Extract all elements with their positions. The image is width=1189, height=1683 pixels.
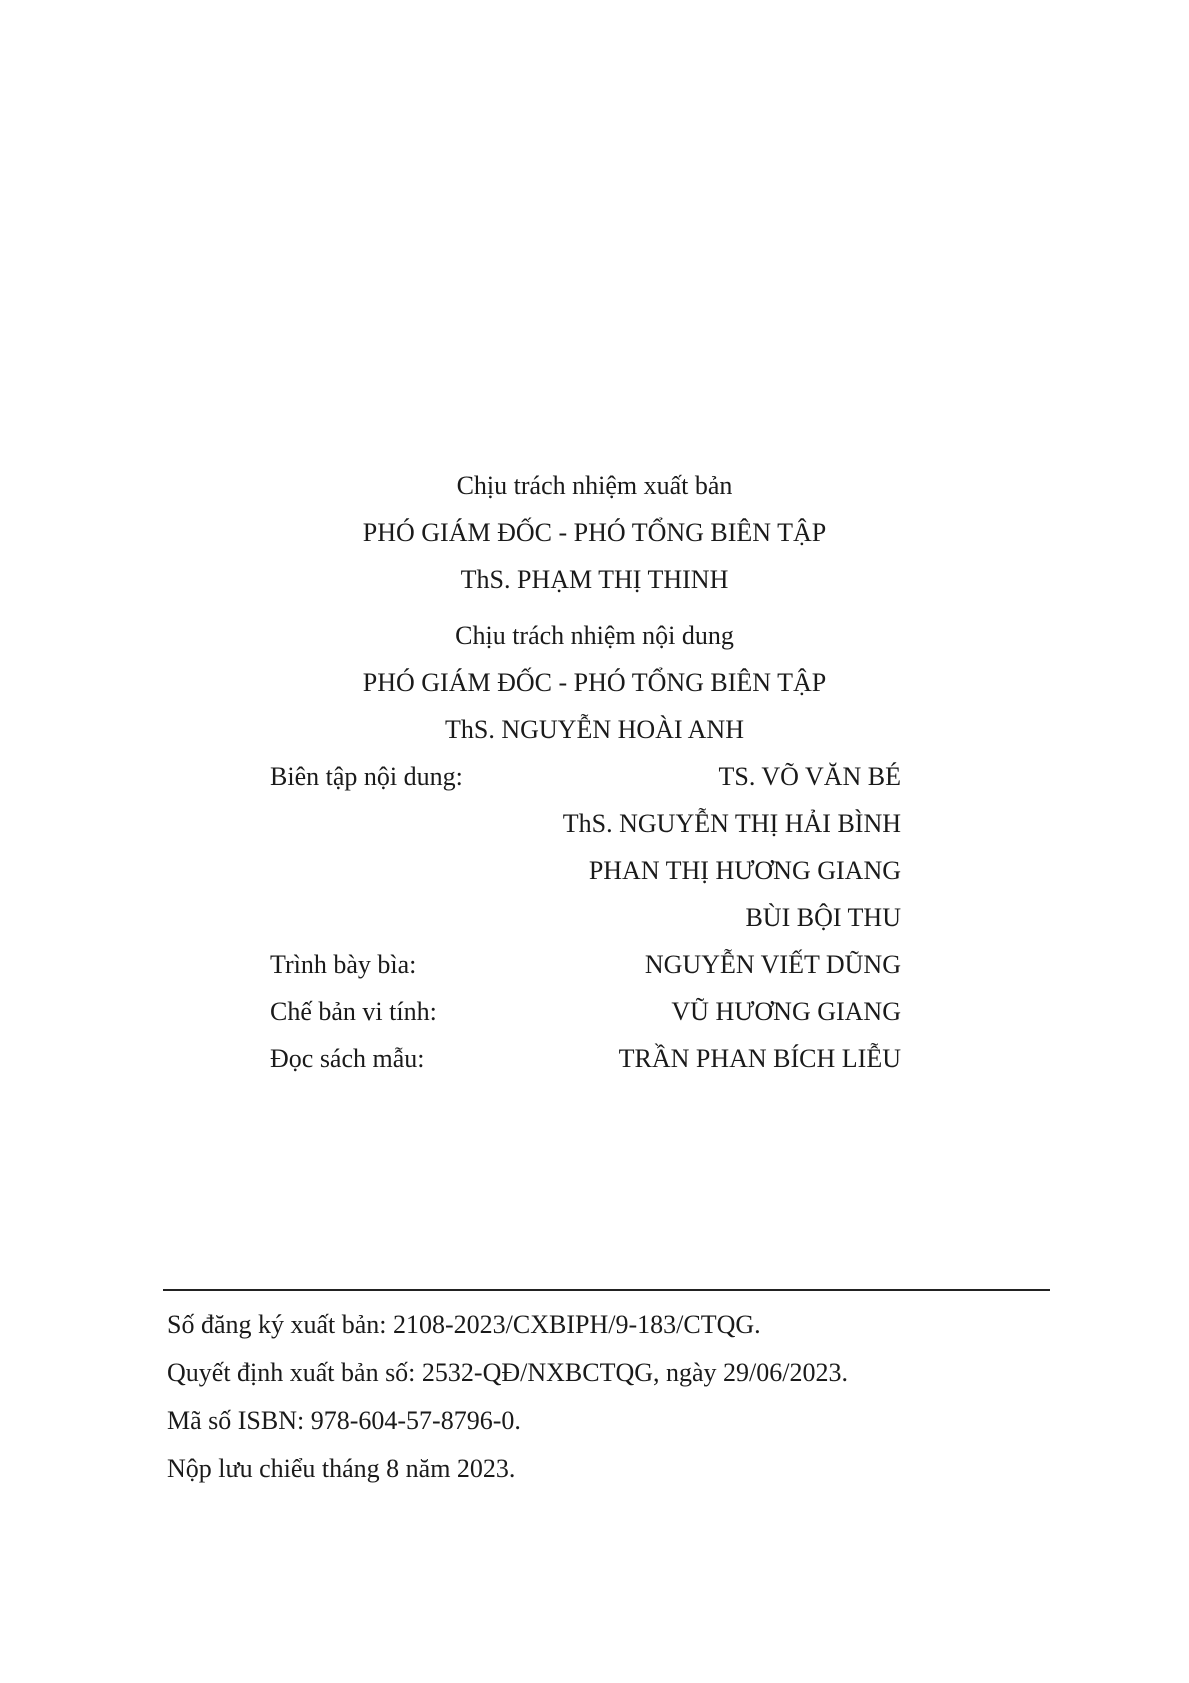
publishing-responsibility-name: ThS. PHẠM THỊ THINH (460, 565, 729, 594)
cover-design-label: Trình bày bìa: (270, 950, 417, 979)
editors-label: Biên tập nội dung: (270, 762, 463, 791)
content-responsibility-title: PHÓ GIÁM ĐỐC - PHÓ TỔNG BIÊN TẬP (362, 668, 827, 697)
publishing-decision: Quyết định xuất bản số: 2532-QĐ/NXBCTQG, ngày 29/06/2023. (167, 1358, 849, 1387)
registration-number: Số đăng ký xuất bản: 2108-2023/CXBIPH/9-183/CTQG. (167, 1310, 761, 1339)
typesetting-name: VŨ HƯƠNG GIANG (671, 997, 901, 1026)
isbn-code: Mã số ISBN: 978-604-57-8796-0. (167, 1406, 521, 1435)
proofreading-label: Đọc sách mẫu: (270, 1044, 425, 1073)
divider-rule (163, 1289, 1050, 1291)
publishing-responsibility-heading: Chịu trách nhiệm xuất bản (456, 471, 733, 500)
content-responsibility-name: ThS. NGUYỄN HOÀI ANH (445, 715, 744, 744)
proofreading-name: TRẦN PHAN BÍCH LIỄU (618, 1044, 901, 1073)
editor-name: ThS. NGUYỄN THỊ HẢI BÌNH (562, 809, 901, 838)
cover-design-name: NGUYỄN VIẾT DŨNG (644, 950, 901, 979)
editor-name: PHAN THỊ HƯƠNG GIANG (588, 856, 901, 885)
typesetting-label: Chế bản vi tính: (270, 997, 437, 1026)
editor-name: TS. VÕ VĂN BÉ (718, 762, 901, 791)
editor-name: BÙI BỘI THU (745, 903, 901, 932)
legal-deposit: Nộp lưu chiểu tháng 8 năm 2023. (167, 1454, 516, 1483)
publishing-responsibility-title: PHÓ GIÁM ĐỐC - PHÓ TỔNG BIÊN TẬP (362, 518, 827, 547)
content-responsibility-heading: Chịu trách nhiệm nội dung (455, 621, 734, 650)
